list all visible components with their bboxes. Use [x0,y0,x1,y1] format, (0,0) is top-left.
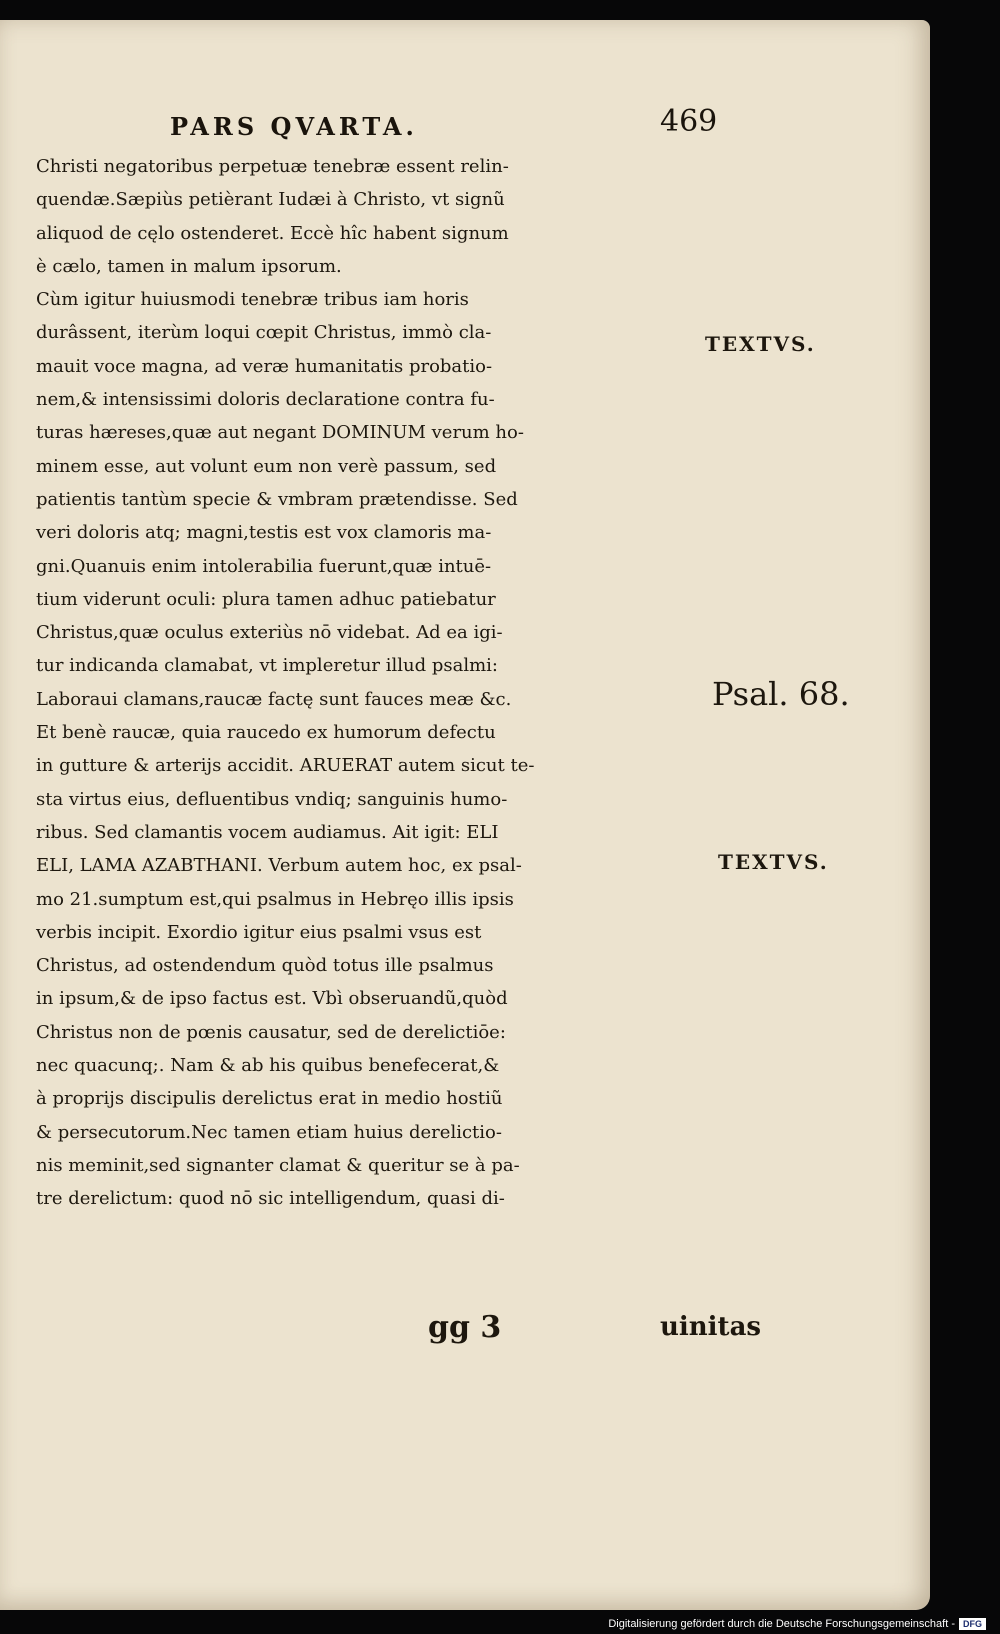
footer-credit: Digitalisierung gefördert durch die Deutsche Forschungsgemeinschaft - [608,1618,955,1630]
body-text [36,150,736,1216]
text-line: Christus,quæ oculus exteriùs nō videbat. Ad ea igi- [36,622,503,644]
text-line: nis meminit,sed signanter clamat & queritur se à pa- [36,1154,520,1176]
text-line: Laboraui clamans,raucæ factę sunt fauces meæ &c. [36,688,512,710]
text-line: turas hæreses,quæ aut negant DOMINUM verum ho- [36,422,524,444]
text-line: in gutture & arterijs accidit. ARUERAT autem sicut te- [36,755,535,777]
text-line: tur indicanda clamabat, vt impleretur illud psalmi: [36,655,498,677]
text-line: gni.Quanuis enim intolerabilia fuerunt,quæ intuē- [36,555,492,577]
text-line: ELI, LAMA AZABTHANI. Verbum autem hoc, ex psal- [36,855,522,877]
page-number: 469 [660,104,718,139]
text-line: tium viderunt oculi: plura tamen adhuc patiebatur [36,588,496,610]
text-line: patientis tantùm specie & vmbram prætendisse. Sed [36,488,518,510]
dfg-logo: DFG [959,1618,986,1630]
text-line: mauit voce magna, ad veræ humanitatis probatio- [36,355,493,377]
text-line: Christus non de pœnis causatur, sed de derelictiōe: [36,1021,506,1043]
text-line: verbis incipit. Exordio igitur eius psalmi vsus est [36,921,482,943]
text-line: Christi negatoribus perpetuæ tenebræ essent relin- [36,156,509,177]
text-line: & persecutorum.Nec tamen etiam huius derelictio- [36,1121,502,1143]
text-line: Cùm igitur huiusmodi tenebræ tribus iam horis [36,289,469,311]
signature-mark: gg 3 [428,1310,502,1345]
text-line: mo 21.sumptum est,qui psalmus in Hebręo illis ipsis [36,888,514,910]
text-line: sta virtus eius, defluentibus vndiq; sanguinis humo- [36,788,508,810]
text-line: quendæ.Sæpiùs petièrant Iudæi à Christo, vt signũ [36,189,505,211]
text-line: in ipsum,& de ipso factus est. Vbì obseruandũ,quòd [36,988,508,1010]
margin-note-psalm-reference: Psal. 68. [712,675,850,713]
text-line: à proprijs discipulis derelictus erat in medio hostiũ [36,1088,503,1110]
text-line: Christus, ad ostendendum quòd totus ille psalmus [36,955,494,977]
text-line: è cælo, tamen in malum ipsorum. [36,255,342,277]
digitization-footer [608,1618,986,1630]
margin-note-textus-1: TEXTVS. [705,332,816,356]
catchword: uinitas [660,1312,762,1342]
running-head-title: PARS QVARTA. [170,112,418,141]
text-line: nem,& intensissimi doloris declaratione contra fu- [36,389,495,411]
margin-note-textus-2: TEXTVS. [718,850,829,874]
text-line: veri doloris atq; magni,testis est vox clamoris ma- [36,522,492,544]
text-line: aliquod de cęlo ostenderet. Eccè hîc habent signum [36,222,509,244]
text-line: durâssent, iterùm loqui cœpit Christus, immò cla- [36,322,492,344]
text-line: minem esse, aut volunt eum non verè passum, sed [36,455,497,477]
text-line: nec quacunq;. Nam & ab his quibus benefecerat,& [36,1055,500,1077]
text-line: Et benè raucæ, quia raucedo ex humorum defectu [36,722,496,744]
text-line: tre derelictum: quod nō sic intelligendum, quasi di- [36,1188,505,1210]
text-line: ribus. Sed clamantis vocem audiamus. Ait igit: ELI [36,821,499,843]
